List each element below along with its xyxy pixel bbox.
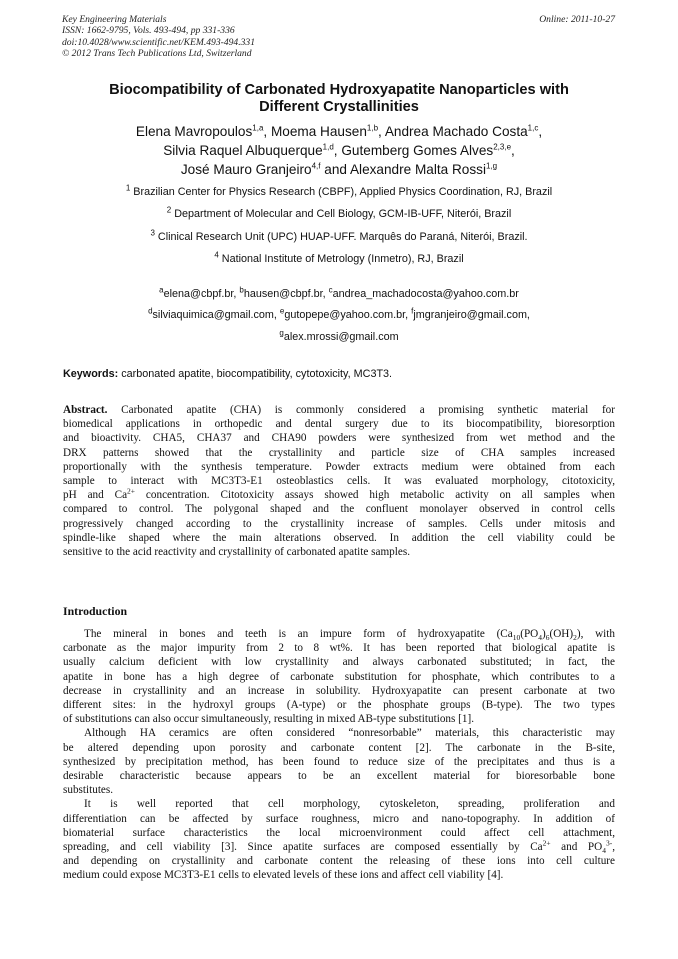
email-mark: b xyxy=(239,285,244,295)
abstract-text: Carbonated apatite (CHA) is commonly considered a promising synthetic material for xyxy=(107,404,615,416)
author-name: , Andrea Machado Costa xyxy=(378,124,528,139)
author-name: and Alexandre Malta Rossi xyxy=(320,162,486,177)
journal-metadata xyxy=(62,14,255,60)
intro-text: The mineral in bones and teeth is an impure form of hydroxyapatite (Ca xyxy=(84,628,513,640)
issn-line: ISSN: 1662-9795, Vols. 493-494, pp 331-336 xyxy=(62,25,235,37)
introduction-heading: Introduction xyxy=(63,604,128,618)
intro-line: decrease in crystallinity and an increase in solubility. Hydroxyapatite can present carbonate at two xyxy=(63,684,615,697)
intro-line xyxy=(63,840,615,854)
intro-line: It is well reported that cell morphology, cytoskeleton, spreading, proliferation and xyxy=(84,798,615,811)
email-mark: a xyxy=(159,285,164,295)
affiliation-2 xyxy=(40,205,638,221)
abstract-line: biomedical applications in orthopedic and dental surgery due to its biocompatibility, bioresorption xyxy=(63,418,615,431)
email-line-2 xyxy=(40,306,638,322)
doi-line: doi:10.4028/www.scientific.net/KEM.493-494.331 xyxy=(62,36,256,48)
abstract-line: and bioactivity. CHA5, CHA37 and CHA90 powders were synthesized from wet method and the xyxy=(63,432,615,445)
charge-superscript: 2+ xyxy=(127,486,136,496)
subscript: 2 xyxy=(573,633,577,643)
online-date: Online: 2011-10-27 xyxy=(539,14,615,25)
author-affil-mark: 2,3,e xyxy=(493,142,512,152)
email-mark: e xyxy=(279,306,285,316)
author-name: , Moema Hausen xyxy=(263,124,367,139)
author-affil-mark: 4,f xyxy=(311,161,321,171)
affil-text: Clinical Research Unit (UPC) HUAP-UFF. Marquês do Paraná, Niterói, Brazil. xyxy=(154,231,528,243)
affil-number: 4 xyxy=(214,250,219,260)
intro-text: (OH) xyxy=(549,628,574,640)
email-line-1 xyxy=(40,285,638,301)
abstract-line xyxy=(63,488,615,502)
subscript: 4 xyxy=(602,846,606,856)
abstract-line xyxy=(63,403,615,417)
intro-text: (PO xyxy=(520,628,539,640)
author-name: José Mauro Granjeiro xyxy=(180,162,312,177)
intro-line: Although HA ceramics are often considered “nonresorbable” materials, this characteristic may xyxy=(84,727,615,740)
abstract-line: DRX patterns showed that the crystallinity and particle size of CHA samples increased xyxy=(63,446,615,459)
email-mark: d xyxy=(148,306,153,316)
affil-text: Brazilian Center for Physics Research (CBPF), Applied Physics Coordination, RJ, Brazil xyxy=(130,186,553,198)
author-affil-mark: 1,g xyxy=(485,161,498,171)
abstract-line: sample to interact with MC3T3-E1 osteoblastics cells. It was evaluated morphology, citotoxicity, xyxy=(63,475,615,488)
email-line-3 xyxy=(40,328,638,344)
affiliation-3 xyxy=(40,228,638,244)
title-line-2: Different Crystallinities xyxy=(259,99,419,115)
author-name: , Gutemberg Gomes Alves xyxy=(333,143,494,158)
abstract-line: progressively changed according to the crystallinity increase of samples. Cells under mitosis and xyxy=(63,517,615,530)
paper-title xyxy=(60,82,618,116)
intro-line: differentiation can be affected by surface roughness, micro and nano-topography. In addition of xyxy=(63,812,615,825)
author-affil-mark: 1,d xyxy=(322,142,334,152)
author-line-1: Elena Mavropoulos$^{1,a}$, Moema Hausen$^{1,b}$, Andrea Machado Costa$^{1,c}$, xyxy=(135,123,543,139)
subscript: 4 xyxy=(538,633,543,643)
affiliation-1 xyxy=(40,183,638,199)
intro-line: be altered depending upon porosity and carbonate content [2]. The carbonate in the B-site, xyxy=(63,741,615,754)
author-list xyxy=(60,122,618,179)
keywords-text: carbonated apatite, biocompatibility, cytotoxicity, MC3T3. xyxy=(118,368,393,380)
affil-text: Department of Molecular and Cell Biology, GCM-IB-UFF, Niterói, Brazil xyxy=(171,208,512,220)
affiliation-4 xyxy=(40,250,638,266)
title-line-1: Biocompatibility of Carbonated Hydroxyapatite Nanoparticles with xyxy=(109,82,569,98)
copyright-line: © 2012 Trans Tech Publications Ltd, Switzerland xyxy=(62,48,252,60)
intro-line: desirable characteristic because appears to be an excellent material for bioresorbable bone xyxy=(63,770,615,783)
email-link[interactable]: jmgranjeiro@gmail.com, xyxy=(413,309,530,321)
author-affil-mark: 1,b xyxy=(366,123,379,133)
charge-superscript: 2+ xyxy=(542,838,551,848)
email-mark: c xyxy=(328,285,333,295)
email-mark: g xyxy=(279,328,284,338)
abstract-section xyxy=(63,403,615,559)
author-name: Silvia Raquel Albuquerque xyxy=(163,143,323,158)
intro-text: ), with xyxy=(576,628,615,640)
email-link[interactable]: andrea_machadocosta@yahoo.com.br xyxy=(332,288,519,300)
abstract-line: compared to control. The polygonal shaped and the confluent monolayer observed in control cells xyxy=(63,503,615,516)
subscript: 10 xyxy=(512,633,521,643)
affil-number: 1 xyxy=(125,183,131,193)
intro-line xyxy=(63,627,615,641)
intro-line: of substitutions can also occur simultaneously, resulting in mixed AB-type substitutions [1]. xyxy=(63,713,474,726)
email-link[interactable]: silviaquimica@gmail.com, xyxy=(152,309,280,321)
keywords-label: Keywords: xyxy=(63,368,119,380)
abstract-text: concentration. Citotoxicity assays showed high metabolic activity on all samples when xyxy=(135,489,615,502)
intro-text: spreading, and cell viability [3]. Since apatite surfaces are composed essentially by Ca xyxy=(63,841,543,854)
intro-line: carbonate as the major impurity from 2 to 8 wt%. It has been reported that biological apatite is xyxy=(63,642,615,655)
intro-text: , xyxy=(612,841,615,854)
intro-text: and PO xyxy=(550,841,603,854)
abstract-label: Abstract. xyxy=(63,404,108,416)
intro-line: biomaterial surface characteristics the local microenvironment could affect cell attachment, xyxy=(63,826,615,839)
author-affil-mark: 1,a xyxy=(252,123,264,133)
intro-line: and depending on crystallinity and carbonate content the releasing of these ions into cell culture xyxy=(63,855,615,868)
abstract-text: pH and Ca xyxy=(63,489,128,502)
subscript: 6 xyxy=(545,633,550,643)
email-link[interactable]: hausen@cbpf.br, xyxy=(243,288,329,300)
intro-line: usually calcium deficient with low crystallinity and always carbonated substituted; in fact, the xyxy=(63,656,615,669)
affil-text: National Institute of Metrology (Inmetro), RJ, Brazil xyxy=(218,253,464,265)
email-mark: f xyxy=(411,306,414,316)
intro-line: apatite in bone has a high degree of carbonate substitution for phosphate, which contributes to a xyxy=(63,670,615,683)
intro-line: synthesized by precipitation method, has been found to reduce size of the precipitates and thus is a xyxy=(63,755,615,768)
author-line-2: Silvia Raquel Albuquerque$^{1,d}$, Gutemberg Gomes Alves$^{2,3,e}$, xyxy=(163,142,515,158)
keywords-line xyxy=(63,368,392,380)
intro-text: ) xyxy=(542,628,546,640)
abstract-line: proportionally with the synthesis temperature. Powder extracts medium were obtained from each xyxy=(63,460,615,473)
intro-line: medium could expose MC3T3-E1 cells to elevated levels of these ions and affect cell viability [4]. xyxy=(63,869,504,882)
email-link[interactable]: alex.mrossi@gmail.com xyxy=(283,331,399,343)
email-link[interactable]: elena@cbpf.br, xyxy=(163,288,240,300)
charge-superscript: 3- xyxy=(605,838,613,848)
affil-number: 3 xyxy=(150,228,155,238)
intro-line: different sites: in the hydroxyl groups (A-type) or the phosphate groups (B-type). The two types xyxy=(63,699,615,712)
email-link[interactable]: gutopepe@yahoo.com.br, xyxy=(284,309,412,321)
author-name: Elena Mavropoulos xyxy=(135,124,253,139)
author-affil-mark: 1,c xyxy=(527,123,539,133)
intro-line: substitutes. xyxy=(63,784,114,797)
author-line-3 xyxy=(60,160,618,179)
introduction-body xyxy=(63,627,615,883)
affil-number: 2 xyxy=(166,205,172,215)
abstract-line: sensitive to the acid reactivity and crystallinity of carbonated apatite samples. xyxy=(63,546,411,559)
journal-name: Key Engineering Materials xyxy=(62,14,167,25)
abstract-line: spindle-like shaped where the main alterations observed. In addition the cell viability could be xyxy=(63,531,615,544)
